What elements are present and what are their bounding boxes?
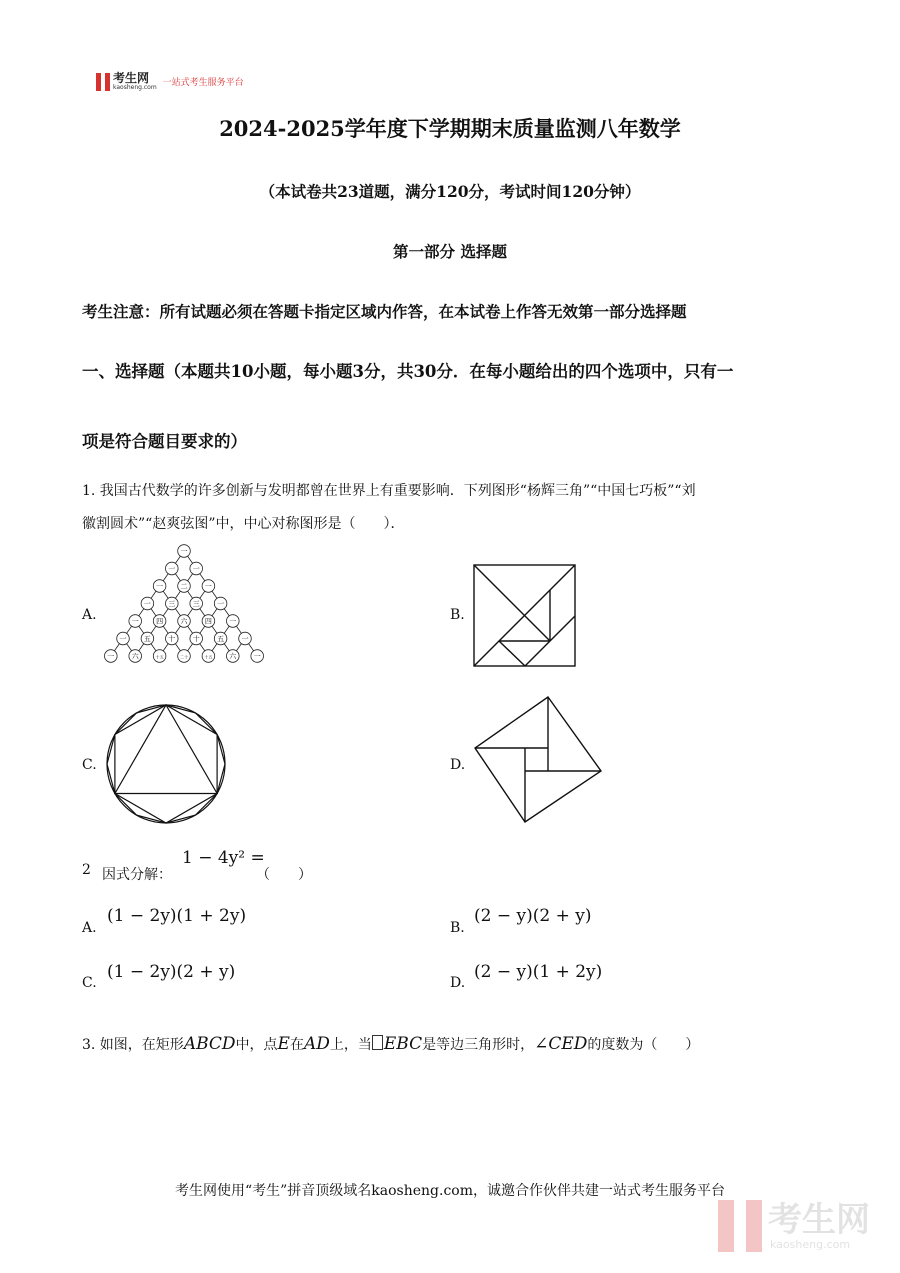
q1-text-line2: 徽割圆术”“赵爽弦图”中，中心对称图形是（ ）． <box>82 516 405 532</box>
header-logo <box>96 72 244 91</box>
part-title: 第一部分 选择题 <box>393 242 507 261</box>
q3-t6: 的度数为（ ） <box>587 1037 700 1053</box>
q1-option-c-label: C. <box>82 757 97 773</box>
yanghui-node-label: 十 <box>192 635 200 643</box>
yanghui-node-label: 一 <box>192 565 200 573</box>
q1-option-a-label: A. <box>82 607 97 623</box>
yanghui-node-label: 五 <box>217 635 225 643</box>
q3-text <box>82 1034 699 1054</box>
q3-t4: 上，当 <box>329 1037 372 1053</box>
q3-t2: 中，点 <box>235 1037 278 1053</box>
yanghui-node-label: 一 <box>253 652 261 661</box>
yanghui-node-label: 一 <box>119 635 127 643</box>
yanghui-node-label: 十五 <box>204 654 213 660</box>
q2-option-d-expr: (2 − y)(1 + 2y) <box>474 962 603 982</box>
yanghui-node-label: 五 <box>143 635 151 643</box>
q1-option-d-label: D. <box>450 757 466 773</box>
yanghui-node-label: 十 <box>168 635 176 643</box>
yanghui-node-label: 十五 <box>155 654 164 660</box>
yanghui-node-label: 六 <box>131 652 139 661</box>
zhaoshuang-figure <box>470 693 605 825</box>
q3-triangle-icon <box>372 1035 383 1050</box>
logo-text <box>113 72 157 91</box>
yanghui-node-label: 一 <box>168 565 176 573</box>
q2-paren: （ ） <box>256 867 312 883</box>
watermark-cn: 考生网 <box>768 1199 870 1240</box>
watermark <box>718 1200 870 1252</box>
yanghui-node-label: 六 <box>229 652 237 661</box>
yanghui-node-label: 二 <box>180 582 188 591</box>
exam-subtitle: （本试卷共23道题，满分120分，考试时间120分钟） <box>259 182 641 201</box>
yanghui-node-label: 三 <box>168 600 176 608</box>
watermark-en: kaosheng.com <box>770 1237 851 1251</box>
q3-t3: 在 <box>289 1037 304 1053</box>
yanghui-node-label: 一 <box>241 635 249 643</box>
yanghui-node-label: 三 <box>192 600 200 608</box>
yanghui-node-label: 一 <box>229 617 237 626</box>
yanghui-node-label: 四 <box>204 617 212 626</box>
q2-expression: 1 − 4y² = <box>182 848 265 868</box>
liuhui-circle-figure <box>104 702 228 826</box>
yanghui-node-label: 一 <box>156 582 164 591</box>
q2-option-b-expr: (2 − y)(2 + y) <box>474 906 592 926</box>
q2-number: 2 <box>82 862 91 878</box>
logo-cn: 考生网 <box>113 71 150 85</box>
q3-t1: 3. 如图，在矩形 <box>82 1037 184 1053</box>
tangram-figure <box>470 561 580 669</box>
q2-option-b-label: B. <box>450 920 465 936</box>
yanghui-node-label: 一 <box>107 652 115 661</box>
q3-m2: E <box>277 1034 290 1054</box>
notice: 考生注意：所有试题必须在答题卡指定区域内作答，在本试卷上作答无效第一部分选择题 <box>82 302 687 321</box>
yanghui-node-label: 一 <box>131 617 139 626</box>
yanghui-triangle-figure <box>100 540 270 672</box>
yanghui-node-label: 六 <box>180 617 188 626</box>
q3-m4: EBC <box>383 1034 423 1054</box>
yanghui-node-label: 四 <box>156 617 164 626</box>
q3-m1: ABCD <box>183 1034 236 1054</box>
yanghui-node-label: 一 <box>180 547 188 556</box>
yanghui-node-label: 二十 <box>179 654 189 660</box>
q2-option-a-expr: (1 − 2y)(1 + 2y) <box>107 906 247 926</box>
q3-t5: 是等边三角形时， <box>422 1037 535 1053</box>
q2-option-a-label: A. <box>82 920 97 936</box>
kaosheng-logo-icon <box>96 73 110 91</box>
exam-title: 2024-2025学年度下学期期末质量监测八年数学 <box>219 116 681 141</box>
yanghui-node-label: 一 <box>217 600 225 608</box>
q1-text-line1: 1. 我国古代数学的许多创新与发明都曾在世界上有重要影响．下列图形“杨辉三角”“中国七巧板”“刘 <box>82 483 696 499</box>
watermark-logo-icon <box>718 1200 762 1252</box>
yanghui-node-label: 一 <box>143 600 151 608</box>
logo-slogan: 一站式考生服务平台 <box>162 78 244 88</box>
q3-m3: AD <box>303 1034 330 1054</box>
q2-prefix: 因式分解： <box>102 867 172 883</box>
q3-m5: ∠CED <box>534 1034 588 1054</box>
footer-text: 考生网使用“考生”拼音顶级域名kaosheng.com，诚邀合作伙伴共建一站式考生服务平台 <box>174 1183 726 1199</box>
yanghui-node-label: 一 <box>204 582 212 591</box>
q2-option-c-label: C. <box>82 975 97 991</box>
q2-option-d-label: D. <box>450 975 466 991</box>
section-heading-line2: 项是符合题目要求的） <box>82 432 247 451</box>
section-heading-line1: 一、选择题（本题共10小题，每小题3分，共30分．在每小题给出的四个选项中，只有一 <box>82 362 734 381</box>
logo-en: kaosheng.com <box>113 84 157 91</box>
q1-option-b-label: B. <box>450 607 465 623</box>
q2-option-c-expr: (1 − 2y)(2 + y) <box>107 962 236 982</box>
